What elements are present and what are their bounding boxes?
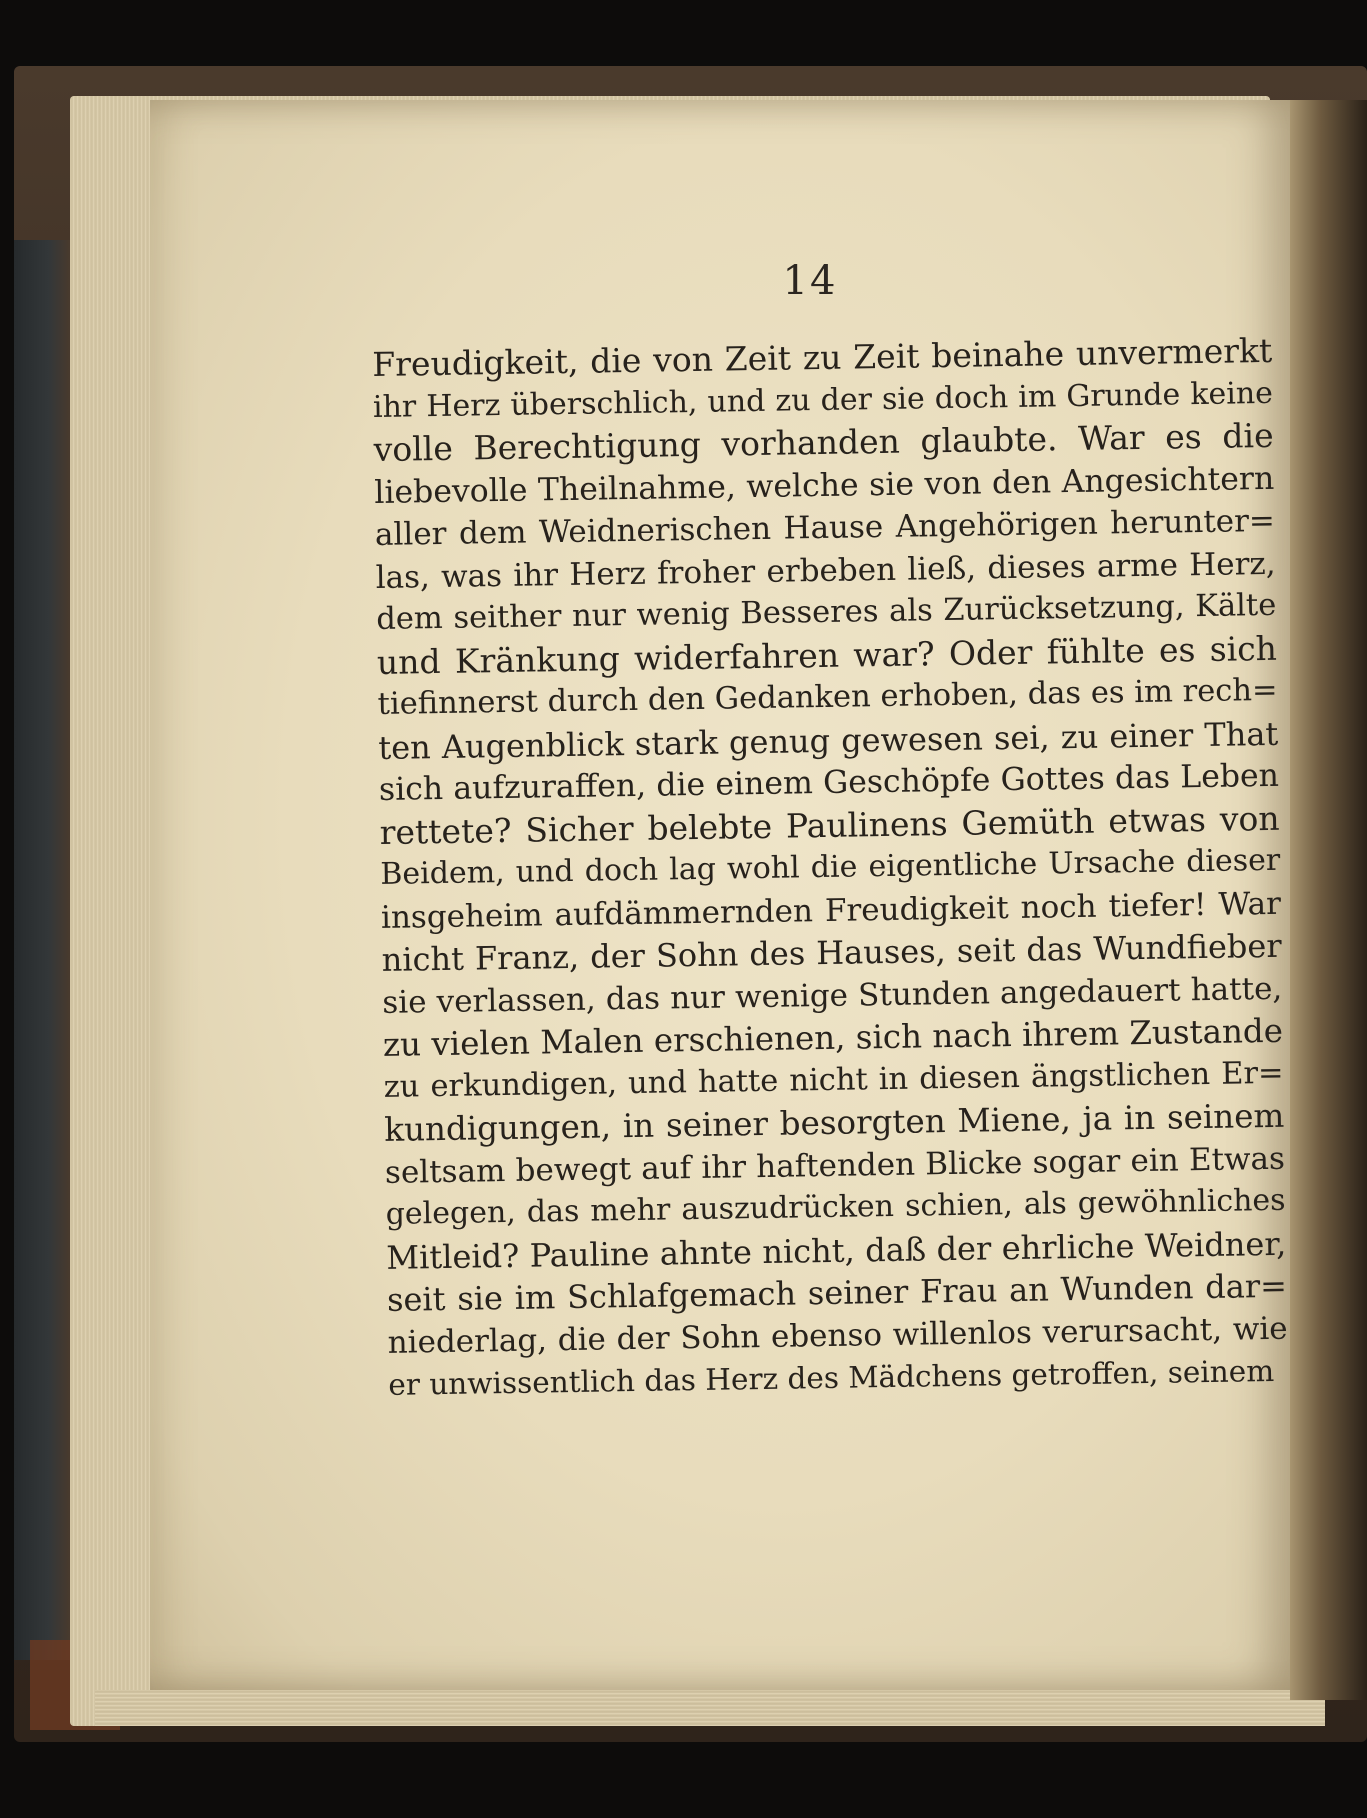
text-line: und Kränkung widerfahren war? Oder fühlte es sich <box>376 628 1278 682</box>
text-line: seltsam bewegt auf ihr haftenden Blicke sogar ein Etwas <box>384 1140 1286 1191</box>
text-line: nicht Franz, der Sohn des Hauses, seit das Wundfieber <box>381 926 1282 979</box>
text-line: rettete? Sicher belebte Paulinens Gemüth etwas von <box>379 798 1280 852</box>
text-line: sich aufzuraffen, die einem Geschöpfe Gottes das Leben <box>378 757 1280 808</box>
text-line: aller dem Weidnerischen Hause Angehörigen herunter= <box>374 502 1276 553</box>
text-line: ten Augenblick stark genug gewesen sei, zu einer That <box>378 714 1279 767</box>
text-line: tiefinnerst durch den Gedanken erhoben, das es im rech= <box>377 672 1278 722</box>
text-line: Freudigkeit, die von Zeit zu Zeit beinahe unvermerkt <box>372 330 1273 384</box>
text-line: Beidem, und doch lag wohl die eigentliche Ursache dieser <box>380 842 1281 892</box>
text-line: dem seither nur wenig Besseres als Zurücksetzung, Kälte <box>376 587 1277 637</box>
text-line: sie verlassen, das nur wenige Stunden angedauert hatte, <box>382 970 1283 1021</box>
text-line: liebevolle Theilnahme, welche sie von den Angesichtern <box>374 460 1275 511</box>
text-line: insgeheim aufdämmernden Freudigkeit noch tiefer! War <box>380 885 1282 936</box>
cover-spine <box>14 240 72 1660</box>
text-line: las, was ihr Herz froher erbeben ließ, dieses arme Herz, <box>375 545 1276 596</box>
text-line: gelegen, das mehr auszudrücken schien, als gewöhnliches <box>385 1182 1286 1232</box>
text-line: ihr Herz überschlich, und zu der sie doch im Grunde keine <box>372 375 1274 425</box>
text-line: seit sie im Schlafgemach seiner Frau an Wunden dar= <box>386 1266 1288 1319</box>
page-body-text <box>372 330 1289 1407</box>
text-line: Mitleid? Pauline ahnte nicht, daß der ehrliche Weidner, <box>386 1224 1287 1277</box>
page-stack-bottom-edge <box>95 1690 1325 1726</box>
page-number: 14 <box>782 258 838 304</box>
page-gutter <box>1290 100 1367 1700</box>
text-line: niederlag, die der Sohn ebenso willenlos verursacht, wie <box>387 1310 1288 1361</box>
text-line: er unwissentlich das Herz des Mädchens getroffen, seinem <box>388 1353 1275 1402</box>
text-line: zu vielen Malen erschienen, sich nach ihrem Zustande <box>382 1011 1284 1064</box>
text-line: volle Berechtigung vorhanden glaubte. War es die <box>373 415 1274 469</box>
text-line: kundigungen, in seiner besorgten Miene, ja in seinem <box>384 1096 1285 1149</box>
text-line: zu erkundigen, und hatte nicht in diesen ängstlichen Er= <box>383 1055 1284 1105</box>
